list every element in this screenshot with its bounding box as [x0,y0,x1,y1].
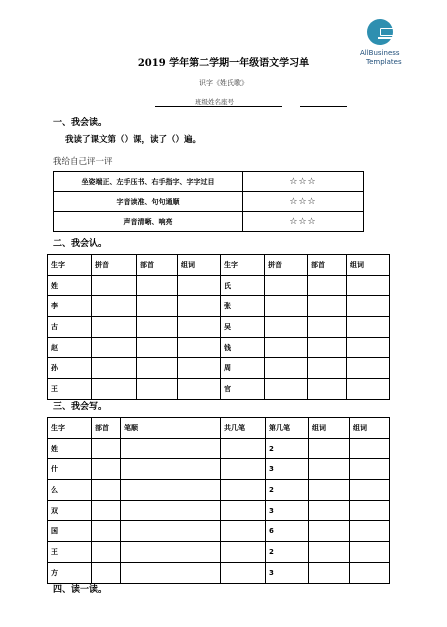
table-cell [92,438,121,459]
table-cell [350,521,390,542]
table-cell [265,337,308,358]
table-cell: 国 [48,521,92,542]
table-cell [121,459,221,480]
number-underline [300,106,347,107]
document-subtitle: 识字《姓氏歌》 [199,79,248,87]
table-cell: 双 [48,500,92,521]
table-cell: 么 [48,480,92,501]
section4-heading: 四、读一读。 [53,585,108,595]
table-cell: 6 [266,521,309,542]
table-cell [92,459,121,480]
column-header: 生字 [221,255,265,276]
table-cell [350,562,390,583]
laptop-logo-icon [367,19,393,45]
table-cell [221,480,266,501]
table-header-row [48,255,390,276]
table-cell [221,521,266,542]
table-cell [347,358,390,379]
table-cell [309,521,350,542]
table-row [48,521,390,542]
table-cell [221,438,266,459]
table-cell [309,542,350,563]
document-title: 2019 学年第二学期一年级语文学习单 [137,58,310,69]
table-cell [350,480,390,501]
table-row [48,379,390,400]
table-cell [309,562,350,583]
table-cell [347,379,390,400]
self-eval-label: 我给自己评一评 [53,157,113,167]
table-cell [92,358,137,379]
table-cell: 姓 [48,438,92,459]
table-cell [121,500,221,521]
table-cell [121,562,221,583]
table-cell [347,275,390,296]
table-cell [265,317,308,338]
column-header: 组词 [309,418,350,439]
table-row [48,459,390,480]
table-cell [121,480,221,501]
table-cell [178,337,221,358]
table-cell: 周 [221,358,265,379]
table-cell [92,521,121,542]
reading-record-line: 我读了课文第（）课，读了（）遍。 [65,135,202,145]
table-row [54,192,364,212]
name-underline [155,106,282,107]
section1-heading: 一、我会读。 [53,118,108,128]
table-cell [137,337,178,358]
column-header: 部首 [92,418,121,439]
table-cell [92,337,137,358]
table-cell: 什 [48,459,92,480]
column-header: 笔顺 [121,418,221,439]
column-header: 拼音 [265,255,308,276]
table-header-row [48,418,390,439]
table-cell: 2 [266,480,309,501]
name-line [155,97,347,107]
column-header: 组词 [178,255,221,276]
table-cell [92,480,121,501]
table-cell [265,379,308,400]
column-header: 生字 [48,418,92,439]
table-cell [92,500,121,521]
table-cell [137,358,178,379]
table-cell [347,337,390,358]
column-header: 拼音 [92,255,137,276]
column-header: 组词 [347,255,390,276]
table-row [48,500,390,521]
column-header: 第几笔 [266,418,309,439]
table-cell [178,379,221,400]
table-cell [137,275,178,296]
table-cell [308,296,347,317]
write-table [47,417,390,584]
table-row [48,337,390,358]
table-cell [347,317,390,338]
table-cell [92,296,137,317]
table-cell: 2 [266,542,309,563]
table-cell [309,480,350,501]
table-cell [265,296,308,317]
table-cell [308,358,347,379]
section2-heading: 二、我会认。 [53,239,108,249]
table-cell [221,500,266,521]
table-cell [121,521,221,542]
table-row [54,172,364,192]
table-cell [121,438,221,459]
table-cell [309,500,350,521]
table-row [48,438,390,459]
table-cell [308,317,347,338]
table-cell [178,317,221,338]
table-row [48,317,390,338]
table-row [48,358,390,379]
table-cell: 3 [266,500,309,521]
table-row [48,480,390,501]
star-rating: ☆☆☆ [243,172,364,192]
column-header: 组词 [350,418,390,439]
eval-criterion: 字音读准、句句通顺 [54,192,243,212]
table-cell [137,379,178,400]
table-cell: 赵 [48,337,92,358]
star-rating: ☆☆☆ [243,192,364,212]
table-cell: 氏 [221,275,265,296]
recognize-table [47,254,390,400]
table-cell: 张 [221,296,265,317]
table-cell: 吴 [221,317,265,338]
table-cell: 孙 [48,358,92,379]
table-row [48,275,390,296]
column-header: 共几笔 [221,418,266,439]
column-header: 生字 [48,255,92,276]
table-cell [178,275,221,296]
self-eval-table [53,171,364,232]
table-cell: 古 [48,317,92,338]
table-cell [350,438,390,459]
table-cell [308,379,347,400]
section3-heading: 三、我会写。 [53,402,108,412]
table-cell: 王 [48,379,92,400]
table-cell: 2 [266,438,309,459]
table-cell [121,542,221,563]
table-cell: 方 [48,562,92,583]
eval-criterion: 声音清晰、响亮 [54,212,243,232]
table-cell [178,296,221,317]
table-cell: 王 [48,542,92,563]
logo-text-line1: AllBusiness [360,49,400,57]
table-cell [347,296,390,317]
column-header: 部首 [308,255,347,276]
table-cell: 姓 [48,275,92,296]
star-rating: ☆☆☆ [243,212,364,232]
table-cell: 3 [266,459,309,480]
table-cell [265,358,308,379]
table-cell [309,459,350,480]
table-cell [92,562,121,583]
table-cell [221,562,266,583]
table-cell [350,459,390,480]
table-cell [308,337,347,358]
table-cell [92,542,121,563]
table-cell [92,379,137,400]
table-row [54,212,364,232]
table-row [48,296,390,317]
table-cell: 官 [221,379,265,400]
name-label: 班级姓名座号 [195,98,234,106]
table-cell [137,317,178,338]
table-cell: 3 [266,562,309,583]
table-cell [221,459,266,480]
table-row [48,562,390,583]
table-cell [92,317,137,338]
table-cell [178,358,221,379]
eval-criterion: 坐姿端正、左手压书、右手指字、字字过目 [54,172,243,192]
table-cell [308,275,347,296]
table-cell: 李 [48,296,92,317]
table-row [48,542,390,563]
table-cell [221,542,266,563]
table-cell [350,542,390,563]
table-cell [309,438,350,459]
table-cell: 钱 [221,337,265,358]
logo-text-line2: Templates [366,58,402,66]
table-cell [92,275,137,296]
column-header: 部首 [137,255,178,276]
table-cell [265,275,308,296]
table-cell [350,500,390,521]
table-cell [137,296,178,317]
